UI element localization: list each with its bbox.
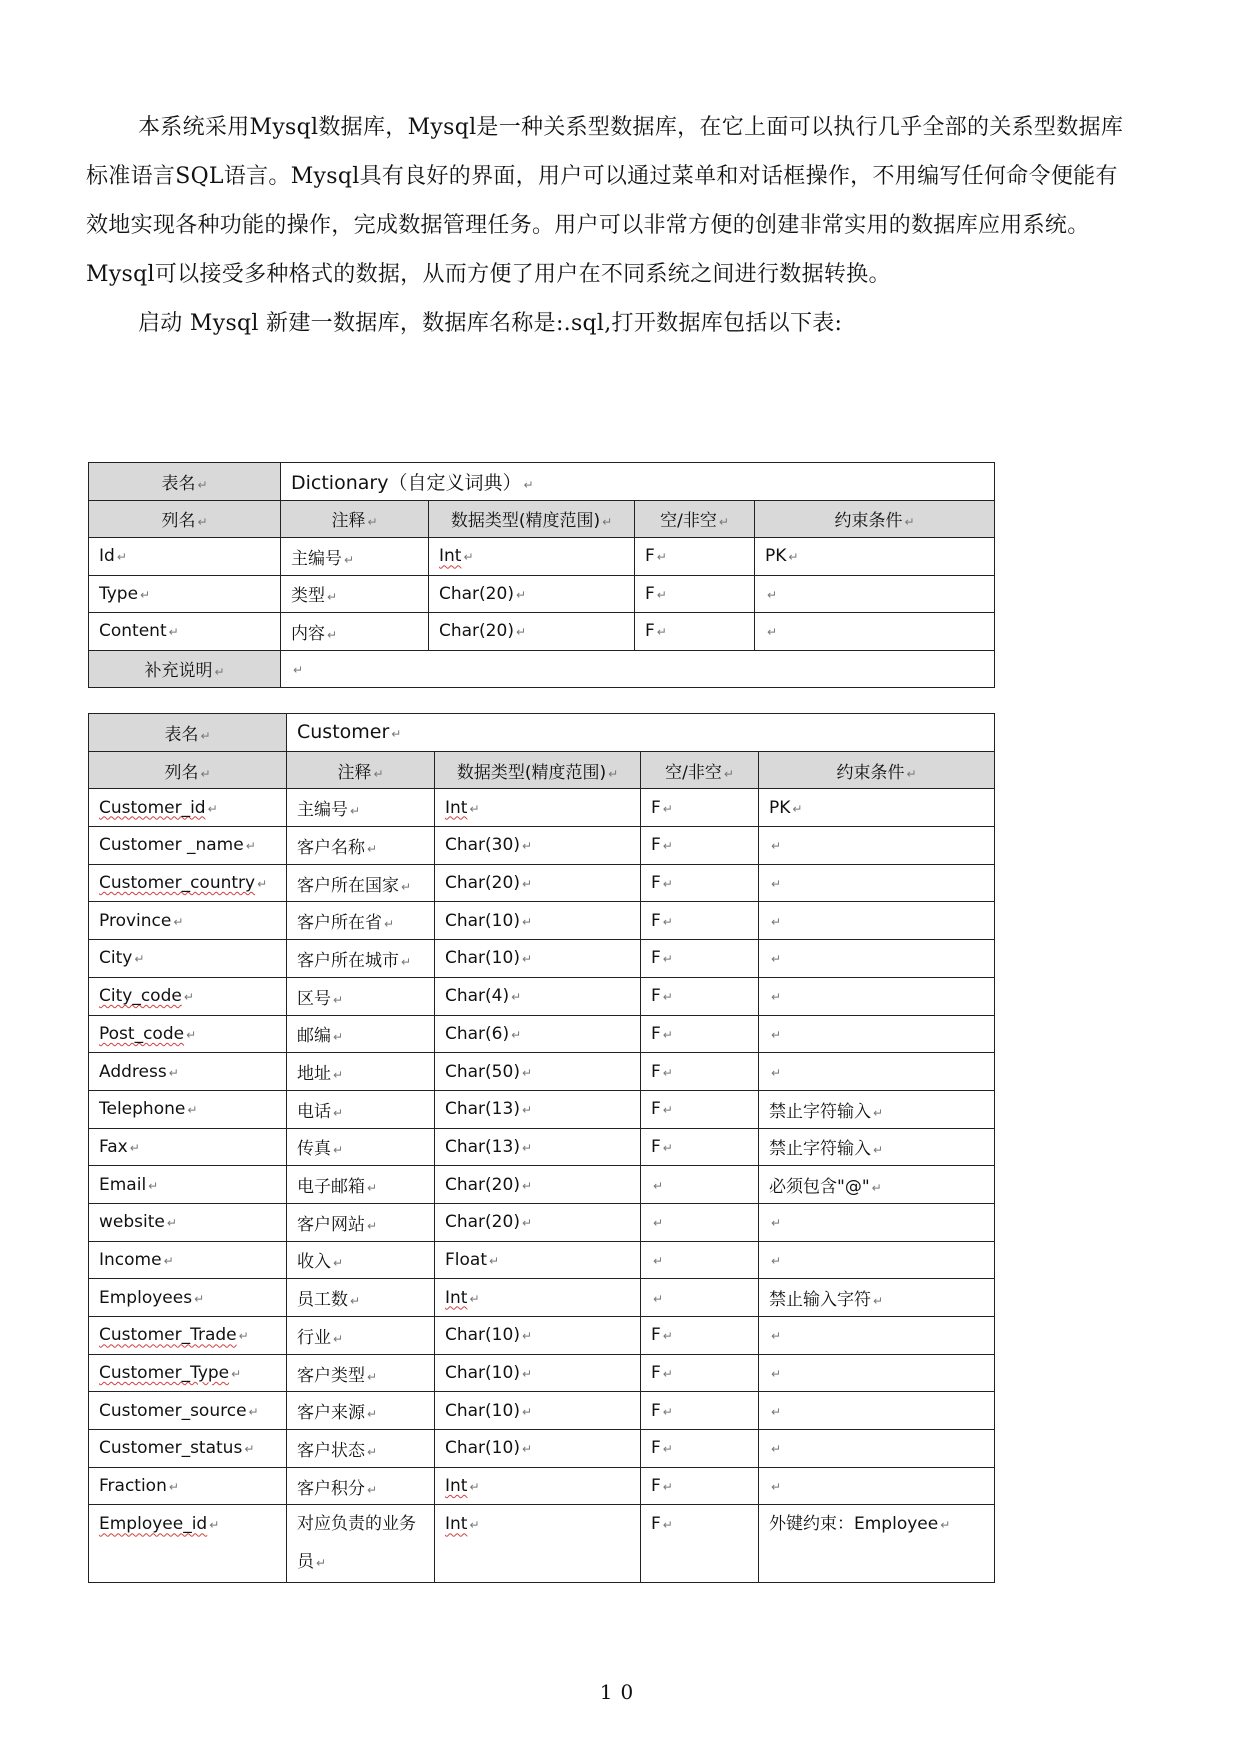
constraint-cell: ↵ (759, 1392, 995, 1430)
table-name-label: 表名 ↵ (89, 714, 287, 752)
data-type-cell: Char(10) ↵ (435, 1317, 641, 1355)
table-row (89, 1241, 995, 1279)
constraint-cell: 外键约束：Employee ↵ (759, 1505, 995, 1583)
header-column-name: 列名 ↵ (89, 751, 287, 789)
nullable-cell: F ↵ (641, 1467, 759, 1505)
comment-cell: 主编号 ↵ (287, 789, 435, 827)
nullable-cell: F ↵ (635, 538, 755, 576)
comment-cell: 客户状态 ↵ (287, 1430, 435, 1468)
column-name-cell: Employee_id ↵ (89, 1505, 287, 1583)
table-row (89, 1166, 995, 1204)
nullable-cell: ↵ (641, 1166, 759, 1204)
nullable-cell: F ↵ (641, 1354, 759, 1392)
data-type-cell: Int ↵ (429, 538, 635, 576)
comment-cell: 区号 ↵ (287, 977, 435, 1015)
data-type-cell: Char(30) ↵ (435, 827, 641, 865)
data-type-cell: Char(20) ↵ (435, 864, 641, 902)
nullable-cell: F ↵ (641, 1317, 759, 1355)
data-type-cell: Char(6) ↵ (435, 1015, 641, 1053)
nullable-cell: F ↵ (635, 575, 755, 613)
constraint-cell: 必须包含"@" ↵ (759, 1166, 995, 1204)
constraint-cell: ↵ (759, 1467, 995, 1505)
column-name-cell: website ↵ (89, 1203, 287, 1241)
comment-cell: 客户来源 ↵ (287, 1392, 435, 1430)
header-comment: 注释 ↵ (281, 500, 429, 538)
intro-paragraph-2: Mysql可以接受多种格式的数据，从而方便了用户在不同系统之间进行数据转换。 (86, 262, 891, 287)
constraint-cell: PK ↵ (755, 538, 995, 576)
constraint-cell: ↵ (759, 1317, 995, 1355)
constraint-cell: ↵ (759, 902, 995, 940)
comment-cell: 对应负责的业务员 ↵ (287, 1505, 435, 1583)
column-name-cell: Content ↵ (89, 613, 281, 651)
table-row (89, 1505, 995, 1583)
nullable-cell: F ↵ (641, 902, 759, 940)
constraint-cell: 禁止字符输入 ↵ (759, 1128, 995, 1166)
comment-cell: 电话 ↵ (287, 1090, 435, 1128)
comment-cell: 员工数 ↵ (287, 1279, 435, 1317)
data-type-cell: Char(10) ↵ (435, 1430, 641, 1468)
nullable-cell: F ↵ (641, 977, 759, 1015)
comment-cell: 传真 ↵ (287, 1128, 435, 1166)
nullable-cell: ↵ (641, 1279, 759, 1317)
nullable-cell: F ↵ (641, 1090, 759, 1128)
comment-cell: 客户积分 ↵ (287, 1467, 435, 1505)
table-row (89, 575, 995, 613)
header-nullable: 空/非空 ↵ (641, 751, 759, 789)
data-type-cell: Char(13) ↵ (435, 1090, 641, 1128)
data-type-cell: Char(10) ↵ (435, 1354, 641, 1392)
comment-cell: 客户名称 ↵ (287, 827, 435, 865)
data-type-cell: Float ↵ (435, 1241, 641, 1279)
data-type-cell: Int ↵ (435, 1279, 641, 1317)
nullable-cell: F ↵ (641, 1128, 759, 1166)
nullable-cell: F ↵ (641, 1392, 759, 1430)
table-name-value: Customer ↵ (287, 714, 995, 752)
column-name-cell: Fraction ↵ (89, 1467, 287, 1505)
table-row (89, 538, 995, 576)
header-row (89, 500, 995, 538)
data-type-cell: Int ↵ (435, 789, 641, 827)
data-type-cell: Int ↵ (435, 1467, 641, 1505)
table-row (89, 1392, 995, 1430)
column-name-cell: Customer_Trade ↵ (89, 1317, 287, 1355)
table-row (89, 1467, 995, 1505)
data-type-cell: Char(20) ↵ (435, 1166, 641, 1204)
header-row (89, 751, 995, 789)
column-name-cell: Customer _name ↵ (89, 827, 287, 865)
constraint-cell: 禁止输入字符 ↵ (759, 1279, 995, 1317)
data-type-cell: Char(20) ↵ (435, 1203, 641, 1241)
nullable-cell: ↵ (641, 1241, 759, 1279)
comment-cell: 收入 ↵ (287, 1241, 435, 1279)
table-row (89, 864, 995, 902)
data-type-cell: Char(4) ↵ (435, 977, 641, 1015)
table-row (89, 1015, 995, 1053)
header-nullable: 空/非空 ↵ (635, 500, 755, 538)
table-row (89, 1279, 995, 1317)
intro-text (86, 103, 1126, 348)
comment-cell: 主编号 ↵ (281, 538, 429, 576)
data-type-cell: Char(20) ↵ (429, 575, 635, 613)
table-name-row (89, 463, 995, 501)
column-name-cell: Customer_status ↵ (89, 1430, 287, 1468)
nullable-cell: ↵ (641, 1203, 759, 1241)
nullable-cell: F ↵ (641, 1015, 759, 1053)
header-constraint: 约束条件 ↵ (759, 751, 995, 789)
constraint-cell: ↵ (759, 1241, 995, 1279)
table-row (89, 1430, 995, 1468)
table-row (89, 977, 995, 1015)
table-row (89, 613, 995, 651)
column-name-cell: Customer_country ↵ (89, 864, 287, 902)
column-name-cell: Email ↵ (89, 1166, 287, 1204)
column-name-cell: Telephone ↵ (89, 1090, 287, 1128)
constraint-cell: ↵ (759, 1354, 995, 1392)
intro-paragraph-3: 启动 Mysql 新建一数据库，数据库名称是:.sql,打开数据库包括以下表: (138, 311, 843, 336)
comment-cell: 客户网站 ↵ (287, 1203, 435, 1241)
nullable-cell: F ↵ (641, 940, 759, 978)
constraint-cell: 禁止字符输入 ↵ (759, 1090, 995, 1128)
constraint-cell: PK ↵ (759, 789, 995, 827)
column-name-cell: Customer_Type ↵ (89, 1354, 287, 1392)
column-name-cell: Customer_source ↵ (89, 1392, 287, 1430)
nullable-cell: F ↵ (641, 1053, 759, 1091)
table-name-label: 表名 ↵ (89, 463, 281, 501)
header-comment: 注释 ↵ (287, 751, 435, 789)
supplement-label: 补充说明 ↵ (89, 650, 281, 688)
table-row (89, 1354, 995, 1392)
nullable-cell: F ↵ (641, 827, 759, 865)
constraint-cell: ↵ (755, 575, 995, 613)
supplement-value: ↵ (281, 650, 995, 688)
customer-table (88, 713, 995, 1583)
constraint-cell: ↵ (759, 940, 995, 978)
comment-cell: 电子邮箱 ↵ (287, 1166, 435, 1204)
header-data-type: 数据类型(精度范围) ↵ (429, 500, 635, 538)
table-row (89, 789, 995, 827)
table-row (89, 1053, 995, 1091)
column-name-cell: City ↵ (89, 940, 287, 978)
data-type-cell: Int ↵ (435, 1505, 641, 1583)
nullable-cell: F ↵ (641, 864, 759, 902)
data-type-cell: Char(20) ↵ (429, 613, 635, 651)
constraint-cell: ↵ (759, 1053, 995, 1091)
table-row (89, 940, 995, 978)
nullable-cell: F ↵ (635, 613, 755, 651)
column-name-cell: Income ↵ (89, 1241, 287, 1279)
data-type-cell: Char(10) ↵ (435, 902, 641, 940)
comment-cell: 内容 ↵ (281, 613, 429, 651)
column-name-cell: Province ↵ (89, 902, 287, 940)
table-name-value: Dictionary（自定义词典） ↵ (281, 463, 995, 501)
comment-cell: 邮编 ↵ (287, 1015, 435, 1053)
comment-cell: 客户所在城市 ↵ (287, 940, 435, 978)
data-type-cell: Char(10) ↵ (435, 1392, 641, 1430)
comment-cell: 客户类型 ↵ (287, 1354, 435, 1392)
table-row (89, 902, 995, 940)
supplement-row (89, 650, 995, 688)
comment-cell: 地址 ↵ (287, 1053, 435, 1091)
constraint-cell: ↵ (759, 1430, 995, 1468)
column-name-cell: Type ↵ (89, 575, 281, 613)
header-data-type: 数据类型(精度范围) ↵ (435, 751, 641, 789)
intro-paragraph-1: 本系统采用Mysql数据库，Mysql是一种关系型数据库，在它上面可以执行几乎全部的关系型数据库标准语言SQL语言。Mysql具有良好的界面，用户可以通过菜单和对话框操作，不用编写任何命令便能有效地实现各种功能的操作，完成数据管理任务。用户可以非常方便的创建非常实用的数据库应用系统。 (86, 115, 1124, 238)
data-type-cell: Char(10) ↵ (435, 940, 641, 978)
table-row (89, 1128, 995, 1166)
header-column-name: 列名 ↵ (89, 500, 281, 538)
constraint-cell: ↵ (759, 1203, 995, 1241)
column-name-cell: City_code ↵ (89, 977, 287, 1015)
comment-cell: 行业 ↵ (287, 1317, 435, 1355)
column-name-cell: Customer_id ↵ (89, 789, 287, 827)
comment-cell: 客户所在省 ↵ (287, 902, 435, 940)
dictionary-table (88, 462, 995, 688)
constraint-cell: ↵ (755, 613, 995, 651)
column-name-cell: Address ↵ (89, 1053, 287, 1091)
nullable-cell: F ↵ (641, 1430, 759, 1468)
constraint-cell: ↵ (759, 977, 995, 1015)
constraint-cell: ↵ (759, 1015, 995, 1053)
constraint-cell: ↵ (759, 864, 995, 902)
page-number: 10 (599, 1680, 642, 1704)
header-constraint: 约束条件 ↵ (755, 500, 995, 538)
data-type-cell: Char(13) ↵ (435, 1128, 641, 1166)
table-row (89, 1203, 995, 1241)
column-name-cell: Id ↵ (89, 538, 281, 576)
table-row (89, 827, 995, 865)
column-name-cell: Fax ↵ (89, 1128, 287, 1166)
column-name-cell: Post_code ↵ (89, 1015, 287, 1053)
nullable-cell: F ↵ (641, 789, 759, 827)
table-row (89, 1317, 995, 1355)
nullable-cell: F ↵ (641, 1505, 759, 1583)
constraint-cell: ↵ (759, 827, 995, 865)
comment-cell: 客户所在国家 ↵ (287, 864, 435, 902)
table-name-row (89, 714, 995, 752)
comment-cell: 类型 ↵ (281, 575, 429, 613)
data-type-cell: Char(50) ↵ (435, 1053, 641, 1091)
column-name-cell: Employees ↵ (89, 1279, 287, 1317)
table-row (89, 1090, 995, 1128)
